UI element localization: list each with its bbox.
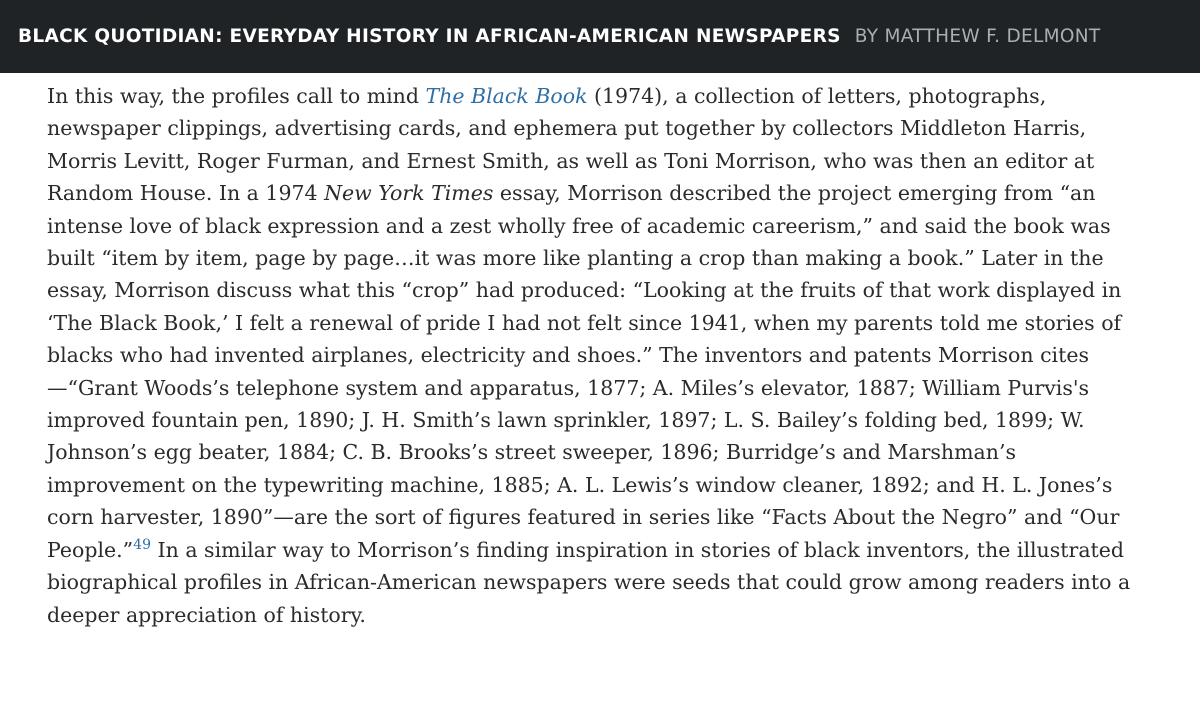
site-header <box>0 0 1200 73</box>
paragraph-text-3: essay, Morrison described the project emerging from “an intense love of black expression and a zest wholly free of academic careerism,” and said the book was built “item by item, page by page…it was more like planting a crop than making a book.” Later in the essay, Morrison discuss what this “crop” had produced: “Looking at the fruits of that work displayed in ‘The Black Book,’ I felt a renewal of pride I had not felt since 1941, when my parents told me stories of blacks who had invented airplanes, electricity and shoes.” The inventors and patents Morrison cites—“Grant Woods’s telephone system and apparatus, 1877; A. Miles’s elevator, 1887; William Purvis's improved fountain pen, 1890; J. H. Smith’s lawn sprinkler, 1897; L. S. Bailey’s folding bed, 1899; W. Johnson’s egg beater, 1884; C. B. Brooks’s street sweeper, 1896; Burridge’s and Marshman’s improvement on the typewriting machine, 1885; A. L. Lewis’s window cleaner, 1892; and H. L. Jones’s corn harvester, 1890”—are the sort of figures featured in series like “Facts About the Negro” and “Our People.” <box>47 181 1122 562</box>
paragraph-text-1: In this way, the profiles call to mind <box>47 84 426 108</box>
footnote-49-link[interactable]: 49 <box>133 536 151 553</box>
article-paragraph <box>47 80 1155 631</box>
site-title-link[interactable]: BLACK QUOTIDIAN: EVERYDAY HISTORY IN AFRICAN-AMERICAN NEWSPAPERS <box>18 26 841 47</box>
paragraph-text-4: In a similar way to Morrison’s finding inspiration in stories of black inventors, the illustrated biographical profiles in African-American newspapers were seeds that could grow among readers into a deeper appreciation of history. <box>47 537 1131 627</box>
new-york-times-italic: New York Times <box>324 181 494 206</box>
site-byline: BY MATTHEW F. DELMONT <box>854 26 1101 47</box>
the-black-book-link[interactable]: The Black Book <box>425 84 588 108</box>
paragraph-text-2: (1974), a collection of letters, photographs, newspaper clippings, advertising cards, and ephemera put together by collectors Middleton Harris, Morris Levitt, Roger Furman, and Ernest Smith, as well as Toni Morrison, who was then an editor at Random House. In a 1974 <box>47 84 1095 206</box>
